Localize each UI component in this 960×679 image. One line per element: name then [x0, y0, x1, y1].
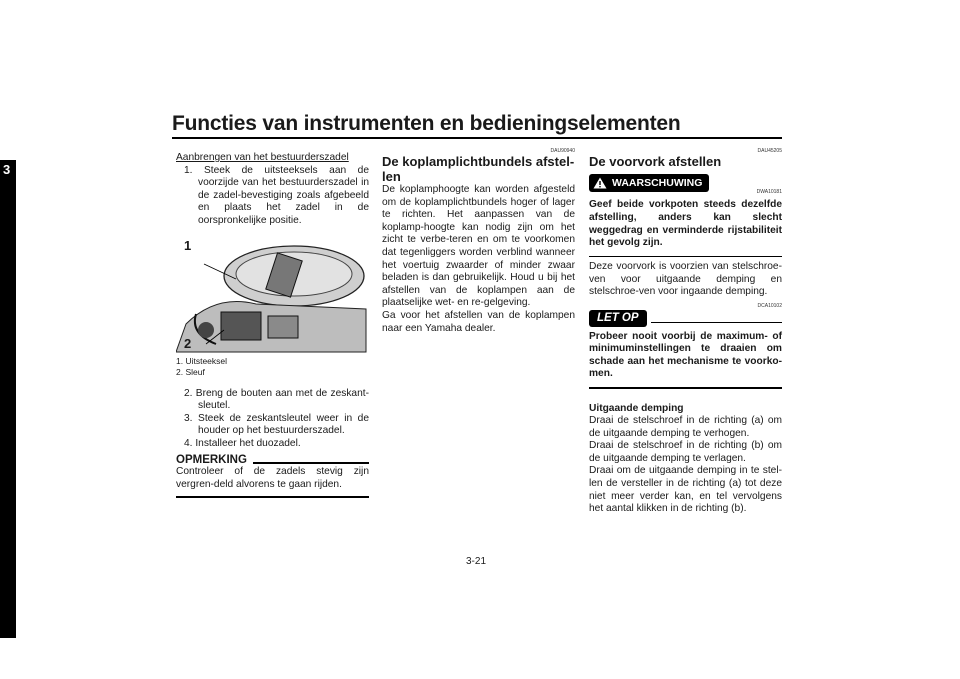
warning-triangle-icon — [593, 177, 607, 189]
figure-label-1: 1 — [184, 237, 192, 253]
section-heading-seat: Aanbrengen van het bestuurderszadel — [176, 152, 349, 163]
section-code: DAU90940 — [550, 148, 575, 154]
column-3 — [589, 148, 782, 516]
page-header-title: Functies van instrumenten en bedieningselementen — [172, 112, 681, 135]
note-text: Controleer of de zadels stevig zijn vergren-deld alvorens te gaan rijden. — [176, 466, 369, 490]
chapter-tab — [0, 160, 16, 638]
section-title-headlight: De koplamplichtbundels afstel-len — [382, 154, 575, 184]
figure-label-2: 2 — [184, 335, 192, 351]
rebound-line-2: Draai de stelschroef in de richting (b) om de uitgaande demping te verlagen. — [589, 440, 782, 464]
warning-badge — [589, 174, 709, 193]
column-2 — [382, 148, 575, 335]
step-4: 4. Installeer het duozadel. — [184, 437, 301, 449]
caution-end-rule — [589, 387, 782, 389]
caption-1: 1. Uitsteeksel — [176, 355, 228, 366]
rebound-line-3: Draai om de uitgaande demping in te stel-len de versteller in de richting (a) tot deze niet meer verder kan, en tel vervolgens het aantal klikken in de richting (b). — [589, 465, 782, 515]
headlight-body-2: Ga voor het afstellen van de koplampen naar een Yamaha dealer. — [382, 309, 575, 334]
caution-code: DCA10102 — [757, 303, 782, 310]
warning-text: Geef beide vorkpoten steeds dezelfde afstelling, anders kan slecht weggedrag en verminderde rijstabiliteit het gevolg zijn. — [589, 199, 782, 249]
step-1: 1. Steek de uitsteeksels aan de voorzijde van het bestuurderszadel in de zadel-bevestiging zoals afgebeeld en plaats het zadel in de oorspronkelijke positie. — [184, 164, 369, 226]
seat-figure — [176, 234, 369, 354]
fork-intro: Deze voorvork is voorzien van stelschroe-ven voor uitgaande demping en stelschroe-ven voor ingaande demping. — [589, 261, 782, 298]
section-title-fork: De voorvork afstellen — [589, 154, 722, 169]
warning-end-rule — [589, 256, 782, 258]
warning-code: DWA10181 — [756, 189, 782, 196]
seat-illustration — [176, 234, 369, 354]
chapter-number: 3 — [3, 162, 11, 177]
page-number: 3-21 — [466, 556, 487, 567]
note-header — [176, 454, 369, 467]
column-1 — [176, 152, 369, 498]
step-2: 2. Breng de bouten aan met de zeskant-sleutel. — [184, 387, 369, 412]
sub-heading-rebound: Uitgaande demping — [589, 402, 684, 414]
step-3: 3. Steek de zeskantsleutel weer in de houder op het bestuurderszadel. — [184, 412, 369, 437]
note-end-rule — [176, 496, 369, 498]
header-rule — [172, 137, 782, 139]
note-title: OPMERKING — [176, 453, 247, 466]
rebound-line-1: Draai de stelschroef in de richting (a) om de uitgaande demping te verhogen. — [589, 415, 782, 439]
caption-2: 2. Sleuf — [176, 366, 205, 377]
caution-badge: LET OP — [589, 310, 647, 327]
warning-label: WAARSCHUWING — [612, 176, 703, 189]
section-code: DAU45205 — [757, 148, 782, 154]
caution-text: Probeer nooit voorbij de maximum- of minimuminstellingen te draaien om schade aan het mechanisme te voorko-men. — [589, 330, 782, 380]
headlight-body: De koplamphoogte kan worden afgesteld om de koplamplichtbundels hoger of lager te richten. Het aanpassen van de koplamp-hoogte kan nodig zijn om het zicht te verbe-teren en om te voorkomen dat tegenliggers worden verblind wanneer het voertuig zwaarder of minder zwaar beladen is dan gebruikelijk. Houd u bij het afstellen van de koplampen aan de plaatselijke wet- en re-gelgeving. — [382, 184, 575, 309]
